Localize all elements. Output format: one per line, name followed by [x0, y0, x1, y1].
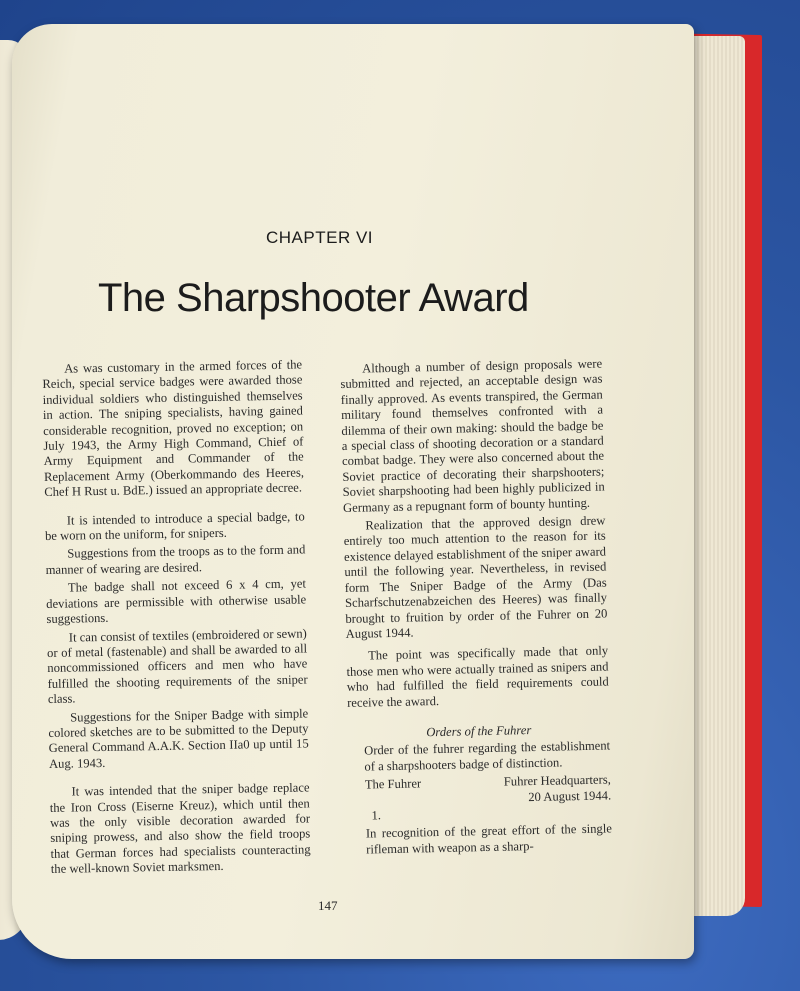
orders-section-numeral: 1. — [371, 808, 382, 823]
orders-signatory: The Fuhrer — [364, 776, 422, 792]
chapter-label: CHAPTER VI — [266, 228, 374, 247]
chapter-title: The Sharpshooter Award — [98, 276, 529, 320]
paragraph: Although a number of design proposals were submitted and rejected, an acceptable design was finally approved. As events transpired, the German military found themselves confronted with a dilemma of their own making: should the badge be a special class of shooting decoration or a standard combat badge. They were also concerned about the Soviet practice of decorating their sharpshooters; Soviet sharpshooting had been highly publicized in Germany as a repugnant form of bounty hunting. — [340, 356, 605, 515]
orders-location-date — [504, 773, 612, 806]
paragraph: It is intended to introduce a special badge, to be worn on the uniform, for snipers. — [44, 509, 305, 544]
orders-date: 20 August 1944. — [528, 787, 612, 804]
orders-text: In recognition of the great effort of the single rifleman with weapon as a sharp- — [365, 821, 612, 857]
paragraph: It was intended that the sniper badge replace the Iron Cross (Eiserne Kreuz), which until then was the only visible decoration awarded for sniping prowess, and also show the field troops that German forces had specialists counteracting the well-known Soviet marksmen. — [49, 780, 311, 877]
paragraph: Realization that the approved design drew entirely too much attention to the reason for its existence delayed establishment of the sniper award until the following year. Nevertheless, in revised form The Sniper Badge of the Army (Das Scharfschutzenabzeichen des Heeres) was finally brought to fruition by order of the Fuhrer on 20 August 1944. — [343, 513, 608, 641]
paragraph: As was customary in the armed forces of the Reich, special service badges were awarded those individual soldiers who distinguished themselves in action. The sniping specialists, having gained considerable recognition, proved no exception; on July 1943, the Army High Command, Chief of Army Equipment and Commander of the Replacement Army (Oberkommando des Heeres, Chef H Rust u. BdE.) issued an appropriate decree. — [42, 357, 305, 500]
orders-location: Fuhrer Headquarters, — [503, 772, 611, 789]
orders-signature-row — [349, 773, 612, 809]
paragraph: Suggestions from the troops as to the form and manner of wearing are desired. — [45, 542, 306, 577]
orders-heading: Orders of the Fuhrer — [426, 723, 532, 740]
paragraph: It can consist of textiles (embroidered or sewn) or of metal (fastenable) and shall be awarded to all noncommissioned officers and men who have fulfilled the shooting requirements of the sniper class. — [46, 625, 308, 707]
page-number: 147 — [318, 898, 338, 913]
orders-intro: Order of the fuhrer regarding the establishment of a sharpshooters badge of distinction. — [364, 738, 611, 774]
paragraph: The badge shall not exceed 6 x 4 cm, yet deviations are permissible with otherwise usable suggestions. — [46, 576, 307, 627]
left-text-column — [42, 357, 311, 880]
paragraph: Suggestions for the Sniper Badge with simple colored sketches are to be submitted to the Deputy General Command A.A.K. Section IIa0 up until 15 Aug. 1943. — [48, 705, 309, 771]
paragraph: The point was specifically made that only those men who were actually trained as snipers and who had fulfilled the field requirements could receive the award. — [346, 643, 609, 710]
right-text-column — [340, 357, 612, 862]
